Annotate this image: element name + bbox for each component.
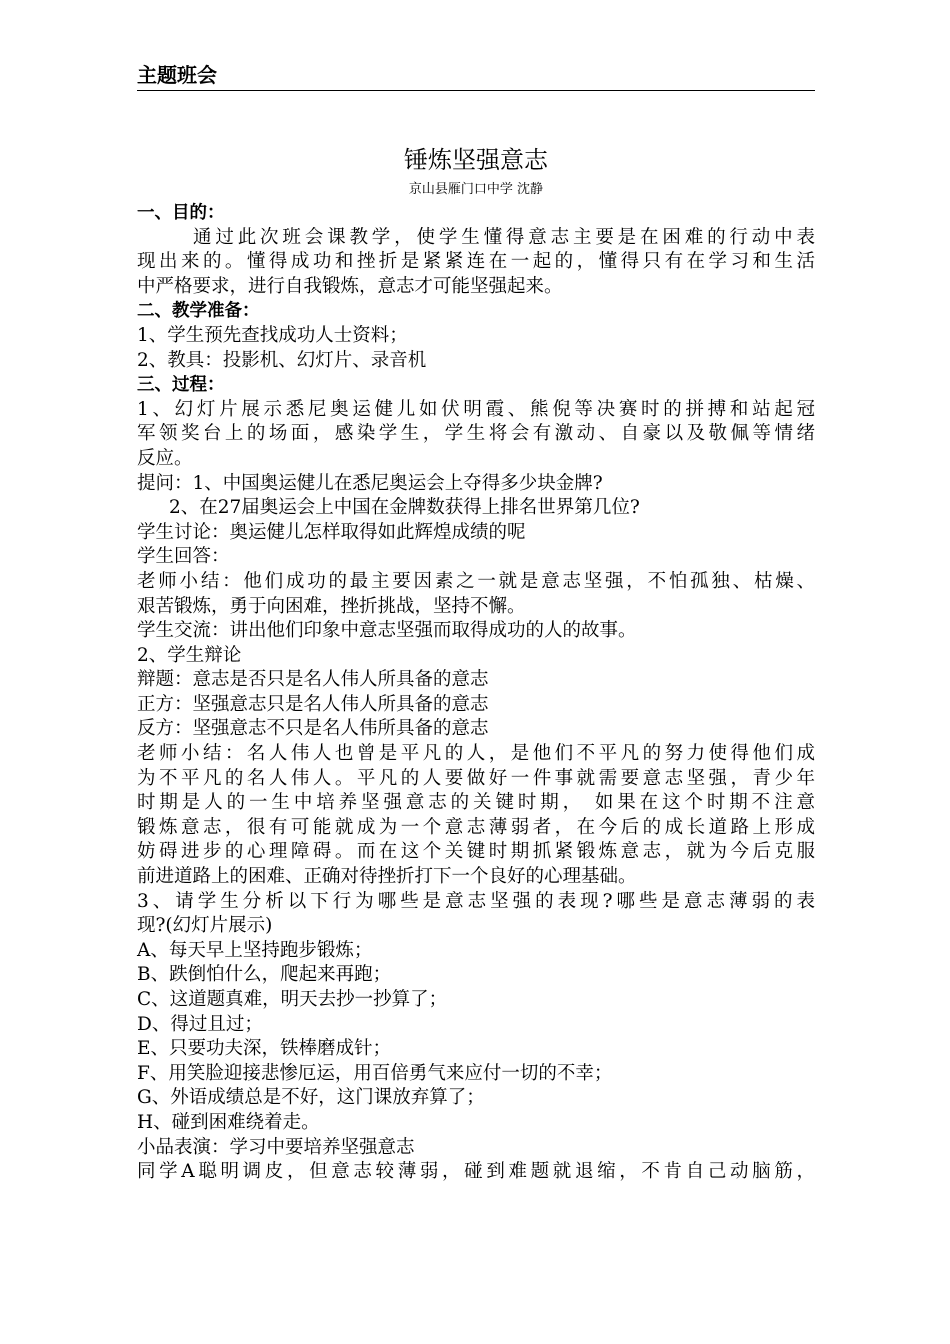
text-line: 2、教具：投影机、幻灯片、录音机 bbox=[137, 349, 427, 371]
text-line: 艰苦锻炼，勇于向困难，挫折挑战，坚持不懈。 bbox=[137, 595, 526, 617]
section-heading: 一、目的： bbox=[137, 203, 225, 223]
text-line: 老师小结：名人伟人也曾是平凡的人，是他们不平凡的努力使得他们成 bbox=[137, 743, 815, 765]
text-line: 妨碍进步的心理障碍。而在这个关键时期抓紧锻炼意志，就为今后克服 bbox=[137, 841, 815, 863]
text-line: 中严格要求，进行自我锻炼，意志才可能坚强起来。 bbox=[137, 275, 563, 297]
text-line: 学生回答： bbox=[137, 546, 230, 568]
text-line: 反应。 bbox=[137, 447, 193, 469]
text-line: B、跌倒怕什么，爬起来再跑； bbox=[137, 964, 392, 986]
text-line: 3、请学生分析以下行为哪些是意志坚强的表现?哪些是意志薄弱的表 bbox=[137, 890, 815, 912]
text-line: 2、在27届奥运会上中国在金牌数获得上排名世界第几位? bbox=[169, 497, 640, 519]
text-line: 1、幻灯片展示悉尼奥运健儿如伏明霞、熊倪等决赛时的拼搏和站起冠 bbox=[137, 398, 815, 420]
text-line: 通过此次班会课教学，使学生懂得意志主要是在困难的行动中表 bbox=[193, 226, 815, 248]
document-page bbox=[137, 60, 815, 1185]
text-line: 同学A聪明调皮，但意志较薄弱，碰到难题就退缩，不肯自己动脑筋， bbox=[137, 1161, 815, 1183]
text-line: 现出来的。懂得成功和挫折是紧紧连在一起的，懂得只有在学习和生活 bbox=[137, 251, 815, 273]
text-line: 辩题：意志是否只是名人伟人所具备的意志 bbox=[137, 669, 489, 691]
text-line: 正方：坚强意志只是名人伟人所具备的意志 bbox=[137, 693, 489, 715]
text-line: 1、学生预先查找成功人士资料； bbox=[137, 324, 408, 346]
text-line: A、每天早上坚持跑步锻炼； bbox=[137, 939, 373, 961]
text-line: 提问：1、中国奥运健儿在悉尼奥运会上夺得多少块金牌? bbox=[137, 472, 603, 494]
section-heading: 三、过程： bbox=[137, 375, 225, 396]
text-line: 锻炼意志，很有可能就成为一个意志薄弱者，在今后的成长道路上形成 bbox=[137, 816, 815, 838]
text-line: 前进道路上的困难、正确对待挫折打下一个良好的心理基础。 bbox=[137, 866, 637, 888]
author-line: 京山县雁门口中学 沈静 bbox=[408, 182, 544, 197]
text-line: 2、学生辩论 bbox=[137, 644, 242, 666]
text-line: H、碰到困难绕着走。 bbox=[137, 1111, 320, 1133]
text-line: 反方：坚强意志不只是名人伟所具备的意志 bbox=[137, 718, 489, 740]
text-line: 学生交流：讲出他们印象中意志坚强而取得成功的人的故事。 bbox=[137, 620, 637, 642]
text-line: 小品表演：学习中要培养坚强意志 bbox=[137, 1136, 415, 1158]
document-body bbox=[137, 201, 815, 1185]
running-header: 主题班会 bbox=[137, 60, 815, 91]
text-line: D、得过且过； bbox=[137, 1013, 263, 1035]
text-line: F、用笑脸迎接悲惨厄运，用百倍勇气来应付一切的不幸； bbox=[137, 1062, 613, 1084]
text-line: G、外语成绩总是不好，这门课放弃算了； bbox=[137, 1087, 485, 1109]
text-line: 时期是人的一生中培养坚强意志的关键时期， 如果在这个时期不注意 bbox=[137, 792, 815, 814]
text-line: 现?(幻灯片展示) bbox=[137, 915, 273, 937]
section-heading: 二、教学准备： bbox=[137, 301, 260, 322]
text-line: 为不平凡的名人伟人。平凡的人要做好一件事就需要意志坚强，青少年 bbox=[137, 767, 815, 789]
text-line: 学生讨论：奥运健儿怎样取得如此辉煌成绩的呢 bbox=[137, 521, 526, 543]
text-line: 老师小结：他们成功的最主要因素之一就是意志坚强，不怕孤独、枯燥、 bbox=[137, 570, 815, 592]
text-line: E、只要功夫深，铁棒磨成针； bbox=[137, 1038, 392, 1060]
text-line: 军领奖台上的场面，感染学生，学生将会有激动、自豪以及敬佩等情绪 bbox=[137, 423, 815, 445]
text-line: C、这道题真难，明天去抄一抄算了； bbox=[137, 989, 448, 1010]
document-title: 锤炼坚强意志 bbox=[404, 146, 548, 174]
